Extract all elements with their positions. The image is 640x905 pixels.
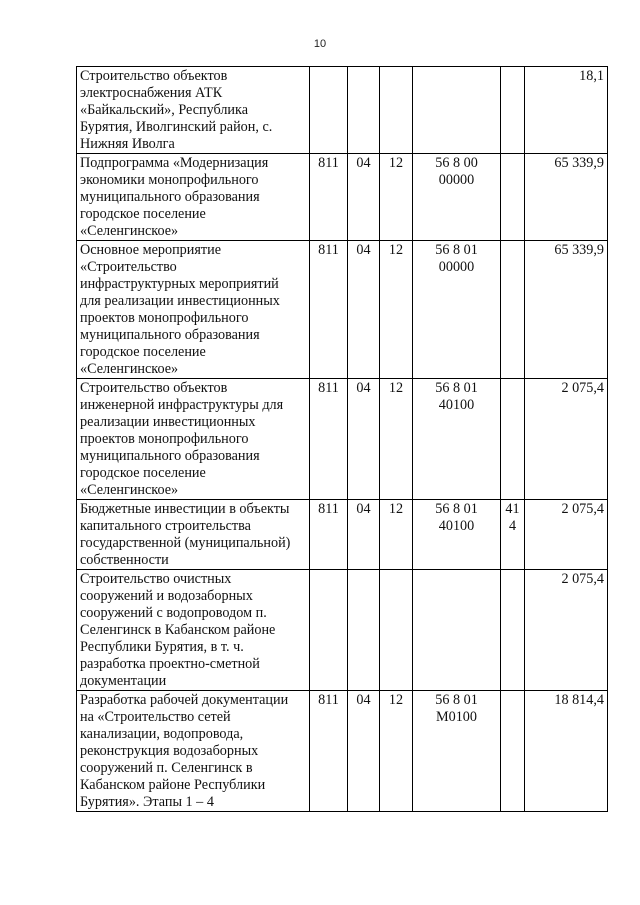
table-row [77, 570, 608, 691]
ved-cell: 811 [310, 241, 348, 379]
row-name-cell: Разработка рабочей документации на «Строительство сетей канализации, водопровода, реконструкция водозаборных сооружений п. Селенгинск в Кабанском районе Республики Бурятия». Этапы 1 – 4 [77, 691, 310, 812]
vr-cell [501, 570, 525, 691]
row-name-cell: Строительство очистных сооружений и водозаборных сооружений с водопроводом п. Селенгинск в Кабанском районе Республики Бурятия, в т. ч. разработка проектно-сметной документации [77, 570, 310, 691]
pr-cell: 12 [380, 691, 413, 812]
amount-cell: 2 075,4 [525, 379, 608, 500]
pr-cell: 12 [380, 379, 413, 500]
amount-cell: 18,1 [525, 67, 608, 154]
row-name-cell: Строительство объектов инженерной инфраструктуры для реализации инвестиционных проектов монопрофильного муниципального образования городское поселение «Селенгинское» [77, 379, 310, 500]
pr-cell [380, 67, 413, 154]
csr-cell: 56 8 01 40100 [413, 500, 501, 570]
vr-cell [501, 67, 525, 154]
pr-cell: 12 [380, 241, 413, 379]
table-row [77, 379, 608, 500]
ved-cell: 811 [310, 154, 348, 241]
vr-cell [501, 241, 525, 379]
ved-cell [310, 67, 348, 154]
rz-cell: 04 [348, 154, 380, 241]
amount-cell: 65 339,9 [525, 241, 608, 379]
amount-cell: 65 339,9 [525, 154, 608, 241]
table-row [77, 67, 608, 154]
rz-cell [348, 570, 380, 691]
page-number: 10 [313, 38, 327, 50]
rz-cell: 04 [348, 500, 380, 570]
rz-cell: 04 [348, 379, 380, 500]
csr-cell: 56 8 01 00000 [413, 241, 501, 379]
vr-cell [501, 154, 525, 241]
ved-cell: 811 [310, 500, 348, 570]
row-name-cell: Основное мероприятие «Строительство инфраструктурных мероприятий для реализации инвестиционных проектов монопрофильного муниципального образования городское поселение «Селенгинское» [77, 241, 310, 379]
ved-cell: 811 [310, 691, 348, 812]
pr-cell [380, 570, 413, 691]
csr-cell [413, 67, 501, 154]
budget-table [76, 66, 608, 812]
amount-cell: 2 075,4 [525, 500, 608, 570]
row-name-cell: Подпрограмма «Модернизация экономики монопрофильного муниципального образования городское поселение «Селенгинское» [77, 154, 310, 241]
table-row [77, 154, 608, 241]
table-row [77, 241, 608, 379]
ved-cell: 811 [310, 379, 348, 500]
rz-cell: 04 [348, 691, 380, 812]
csr-cell: 56 8 00 00000 [413, 154, 501, 241]
row-name-cell: Бюджетные инвестиции в объекты капитального строительства государственной (муниципальной) собственности [77, 500, 310, 570]
rz-cell [348, 67, 380, 154]
vr-cell [501, 691, 525, 812]
csr-cell: 56 8 01 40100 [413, 379, 501, 500]
table-row [77, 500, 608, 570]
vr-cell [501, 379, 525, 500]
csr-cell: 56 8 01 M0100 [413, 691, 501, 812]
amount-cell: 18 814,4 [525, 691, 608, 812]
pr-cell: 12 [380, 500, 413, 570]
vr-cell: 41 4 [501, 500, 525, 570]
rz-cell: 04 [348, 241, 380, 379]
pr-cell: 12 [380, 154, 413, 241]
ved-cell [310, 570, 348, 691]
csr-cell [413, 570, 501, 691]
table-row [77, 691, 608, 812]
row-name-cell: Строительство объектов электроснабжения АТК «Байкальский», Республика Бурятия, Иволгинский район, с. Нижняя Иволга [77, 67, 310, 154]
amount-cell: 2 075,4 [525, 570, 608, 691]
